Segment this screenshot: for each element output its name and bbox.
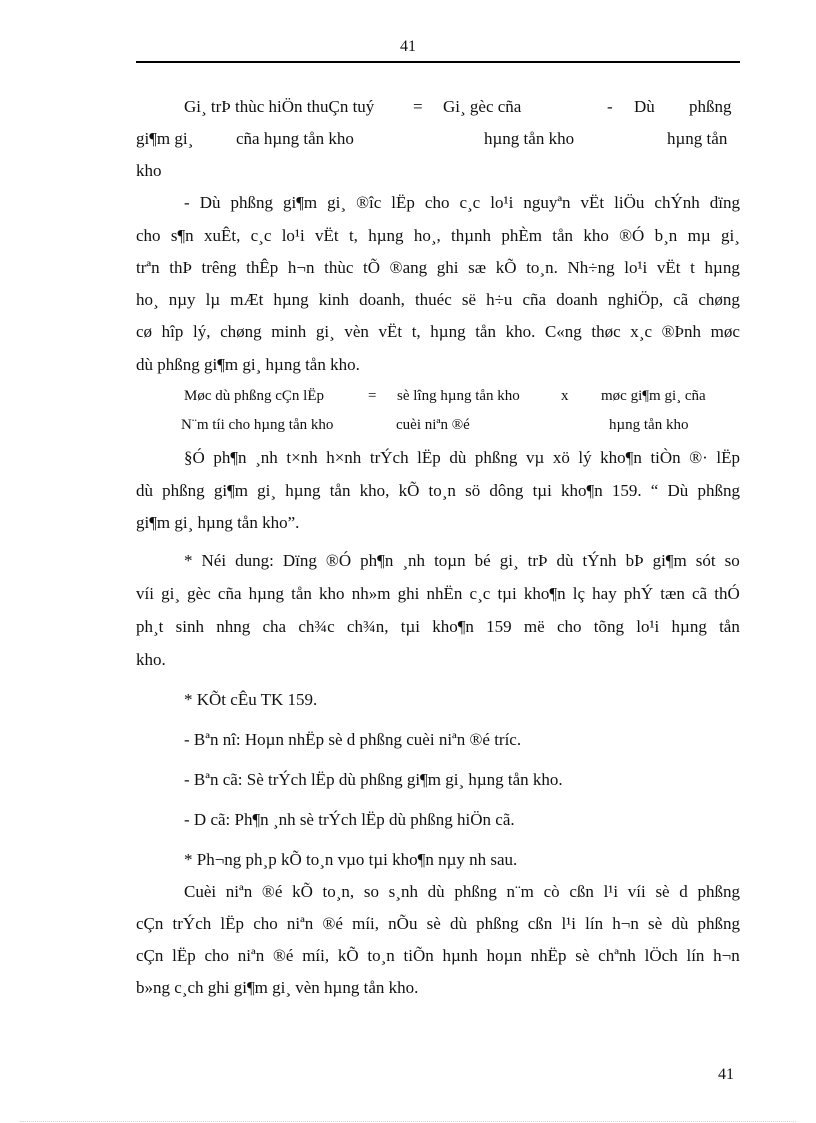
word: ph¶n [213,448,247,467]
para2-line [184,448,740,468]
word: nguyªn [523,193,571,212]
word: kÕ [398,481,420,500]
word: c¸c [250,226,272,245]
word: kÕ [292,882,313,901]
word: * [184,551,193,570]
para2-line: gi¶m gi¸ hµng tån kho”. [136,513,300,532]
word: tµi [400,617,420,636]
word: niªn [286,914,314,933]
word: ch¾n, [346,617,389,636]
word: víi [136,584,154,603]
word: hµng [704,258,740,277]
word: kho¶n [560,481,603,500]
word: hµng [671,617,707,636]
word: nhËp [530,946,567,965]
word: b¸n [654,226,678,245]
word: cã [692,584,708,603]
word: tån [719,617,740,636]
word: thøc [591,322,621,341]
word: “ [650,481,659,500]
word: gi¶m [213,481,248,500]
word: tån [552,226,574,245]
word: ho¸, [413,226,441,245]
word: kho [583,226,609,245]
formula1-eq: = [413,97,423,116]
formula1-line2-c: hµng tån kho [484,129,575,148]
word: trÞ [527,551,548,570]
word: tµi [532,481,552,500]
word: cña [217,584,242,603]
word: ®ang [389,258,428,277]
word: bÞ [625,551,644,570]
word: ch¾c [298,617,335,636]
word: phßng [697,481,740,500]
formula1-line3: kho [136,161,162,180]
word: lý [578,448,592,467]
word: Nh÷ng [567,258,615,277]
word: gi¸ [499,551,519,570]
word: Dù [199,193,221,212]
formula1-line2-b: cña hµng tån kho [236,129,354,148]
word: kÕ [495,258,517,277]
word: lín [585,914,604,933]
word: vËt [656,258,681,277]
word: d [679,882,688,901]
word: cÇn [136,946,164,965]
word: kÕ [337,946,359,965]
word: gi¸ [257,481,277,500]
word: phßng [474,448,518,467]
word: lý, [193,322,211,341]
formula1-line2-a: gi¶m gi¸ [136,129,194,148]
word: doanh [556,290,598,309]
word: mÆt [230,290,264,309]
word: vËt [378,322,403,341]
word: so [724,551,740,570]
word: kho [319,584,345,603]
word: h×nh [326,448,362,467]
word: vèn [344,322,369,341]
word: míi, [302,946,330,965]
word: lµ [205,290,221,309]
word: tån [329,481,351,500]
word: trªn [136,258,160,277]
para1-line [136,226,740,246]
word: dù [671,914,689,933]
para1-line [184,193,740,213]
formula1-minus: - [607,97,613,116]
word: c¸c [459,193,481,212]
word: gi¶m [652,551,687,570]
para3-line [184,551,740,571]
word: lo¹i [624,258,648,277]
header-page-number: 41 [400,38,416,55]
heading-account-structure: * KÕt cÊu TK 159. [184,690,318,709]
word: trÝch [369,448,409,467]
word: cho [253,914,278,933]
word: h¬n [612,914,639,933]
word: cña [522,290,547,309]
para3-line [136,617,740,637]
word: thµnh [451,226,492,245]
word: dù [556,551,574,570]
para4-line [136,946,740,966]
word: cø [136,322,153,341]
word: phÈm [501,226,542,245]
word: hµnh [442,946,478,965]
word: hµng [248,584,284,603]
word: Néi [201,551,227,570]
word: doanh, [359,290,405,309]
word: lËp [417,448,441,467]
word: l¹i [603,882,619,901]
word: tiÕn [403,946,434,965]
word: tÝnh [582,551,617,570]
word: nÕu [388,914,418,933]
word: to¸n. [526,258,558,277]
word: tiÒn [650,448,681,467]
word: kho¶n [432,617,474,636]
word: nh»m [351,584,391,603]
word: më [523,617,545,636]
para1-line [136,290,740,310]
word: h¬n [287,258,315,277]
word: sè [655,882,670,901]
word: ®é [261,882,283,901]
para2-line [136,481,740,501]
word: sö [465,481,481,500]
word: so [363,882,379,901]
word: h¬n [713,946,740,965]
word: ¸nh [255,448,278,467]
word: phßng [230,193,273,212]
word: bé [474,551,491,570]
word: lo¹i [490,193,514,212]
word: x¸c [630,322,652,341]
word: kho¶n [523,584,566,603]
formula2-line2-b: cuèi niªn ®é [396,417,470,433]
word: dung: [235,551,274,570]
word: niªn [225,882,253,901]
word: lo¹i [636,617,660,636]
word: sæ [468,258,487,277]
credit-balance-text: - D cã: Ph¶n ¸nh sè trÝch lËp dù phßng hiÖn cã. [184,810,515,829]
word: trÝch [172,914,212,933]
word: to¸n [428,481,456,500]
word: cho [204,946,230,965]
word: phßng [697,882,740,901]
word: møc [710,322,740,341]
formula2-line2-c: hµng tån kho [609,417,689,433]
formula1-right-a: Dù [634,97,655,116]
word: sè [575,946,590,965]
word: phßng [476,914,519,933]
word: gi¸ [327,193,347,212]
word: ho¸ [136,290,159,309]
word: 159 [486,617,512,636]
word: Dïng [282,551,317,570]
heading-accounting-method: * Ph¬ng ph¸p kÕ to¸n vµo tµi kho¶n nµy nh sau. [184,850,518,869]
word: kinh [318,290,349,309]
word: ph¶n [360,551,394,570]
word: n¨m [506,882,534,901]
word: t, [348,226,358,245]
word: ghi [397,584,420,603]
word: t [690,258,695,277]
word: cÇn [136,914,164,933]
word: lËp [716,448,740,467]
word: s¶n [170,226,194,245]
word: hoµn [486,946,522,965]
word: §Ó [184,448,205,467]
word: míi, [352,914,380,933]
word: dù [449,448,467,467]
word: cha [262,617,287,636]
word: dù [449,914,467,933]
formula1-line2-d: hµng tån [667,129,728,148]
word: phÝ [623,584,654,603]
formula1-left: Gi¸ trÞ thùc hiÖn thuÇn tuý [184,97,375,116]
word: hµng [368,226,404,245]
word: phßng [162,481,205,500]
formula2-mid: sè lîng hµng tån kho [397,388,520,404]
word: cho [556,617,582,636]
word: c¸c [469,584,491,603]
word: gi¸ [161,584,180,603]
word: kho, [359,481,390,500]
word: kho. [505,322,536,341]
formula1-right-b: phßng [689,97,732,116]
word: chÝnh [654,193,700,212]
formula1-mid: Gi¸ gèc cña [443,97,522,116]
word: dù [136,481,153,500]
word: thùc [324,258,354,277]
word: tµi [497,584,517,603]
word: minh [271,322,307,341]
word: thÊp [246,258,279,277]
word: gi¸ [315,322,335,341]
word: thuéc [414,290,452,309]
word: nµy [168,290,196,309]
word: lËp [391,193,415,212]
para3-line: kho. [136,650,166,669]
word: vµ [525,448,545,467]
formula2-times: x [561,388,569,404]
word: to¸n [367,946,395,965]
word: ®é [322,914,343,933]
para4-line: b»ng c¸ch ghi gi¶m gi¸ vèn hµng tån kho. [136,978,419,997]
word: thÞ [169,258,192,277]
word: trêng [201,258,237,277]
word: ®Ó [325,551,352,570]
word: tõng [593,617,624,636]
word: lç [572,584,585,603]
word: toµn [434,551,466,570]
word: vËt [315,226,339,245]
formula2-left: Møc dù phßng cÇn lËp [184,388,324,404]
word: chøng [220,322,262,341]
word: niªn [237,946,265,965]
word: lín [686,946,705,965]
word: vËt [580,193,605,212]
word: thÓ [714,584,740,603]
word: dïng [709,193,740,212]
word: liÖu [614,193,645,212]
word: ®îc [356,193,382,212]
word: lo¹i [281,226,305,245]
word: Dù [667,481,689,500]
word: mµ [687,226,711,245]
word: ¸nh [402,551,426,570]
word: xuÊt, [203,226,241,245]
word: cho [136,226,161,245]
word: chªnh [598,946,636,965]
word: tæn [660,584,685,603]
word: dông [489,481,524,500]
word: tån [291,584,312,603]
para4-line [136,914,740,934]
word: ®Þnh [661,322,701,341]
word: gi¸ [720,226,740,245]
header-rule [136,61,740,63]
word: cßn [527,914,553,933]
word: lËp [220,914,245,933]
word: víi [627,882,646,901]
para1-line [136,258,740,278]
word: gi¶m [283,193,318,212]
word: hîp [161,322,184,341]
word: phßng [697,914,740,933]
word: kho¶n [600,448,642,467]
word: phßng [454,882,497,901]
debit-side-text: - Bªn nî: Hoµn nhËp sè d phßng cuèi niªn ®é tríc. [184,730,522,749]
word: hµng [430,322,466,341]
formula2-line2-a: N¨m tíi cho hµng tån kho [181,417,334,433]
word: cßn [569,882,594,901]
word: cã [673,290,689,309]
word: l¹i [561,914,576,933]
word: nghiÖp, [607,290,664,309]
word: hµng [285,481,321,500]
word: ghi [436,258,459,277]
word: nhËn [426,584,463,603]
para3-line [136,584,740,604]
word: - [184,193,190,212]
para1-line: dù phßng gi¶m gi¸ hµng tån kho. [136,355,360,374]
word: së [461,290,477,309]
formula2-right: møc gi¶m gi¸ cña [601,388,706,404]
word: ®é [272,946,294,965]
word: Cuèi [184,882,217,901]
word: hµng [273,290,309,309]
footer-page-number: 41 [718,1066,734,1083]
word: h÷u [486,290,513,309]
word: xö [552,448,570,467]
word: hay [592,584,617,603]
word: lËp [172,946,196,965]
word: ®Ó [619,226,645,245]
word: tÕ [363,258,381,277]
para4-line [184,882,740,902]
para1-line [136,322,740,342]
word: 159. [611,481,642,500]
formula2-eq: = [368,388,377,404]
word: t×nh [286,448,318,467]
word: ®· [689,448,708,467]
word: sè [648,914,663,933]
credit-side-text: - Bªn cã: Sè trÝch lËp dù phßng gi¶m gi¸ hµng tån kho. [184,770,563,789]
word: sinh [175,617,204,636]
word: cò [543,882,560,901]
word: tån [475,322,496,341]
word: sè [426,914,441,933]
word: s¸nh [388,882,418,901]
word: cho [424,193,450,212]
word: nhng [216,617,251,636]
word: to¸n, [322,882,355,901]
word: t, [411,322,421,341]
word: sót [695,551,716,570]
word: gèc [187,584,211,603]
word: dù [427,882,445,901]
word: C«ng [544,322,582,341]
bottom-dotted-divider [20,1121,796,1122]
word: chøng [698,290,740,309]
word: lÖch [644,946,678,965]
word: ph¸t [136,617,164,636]
